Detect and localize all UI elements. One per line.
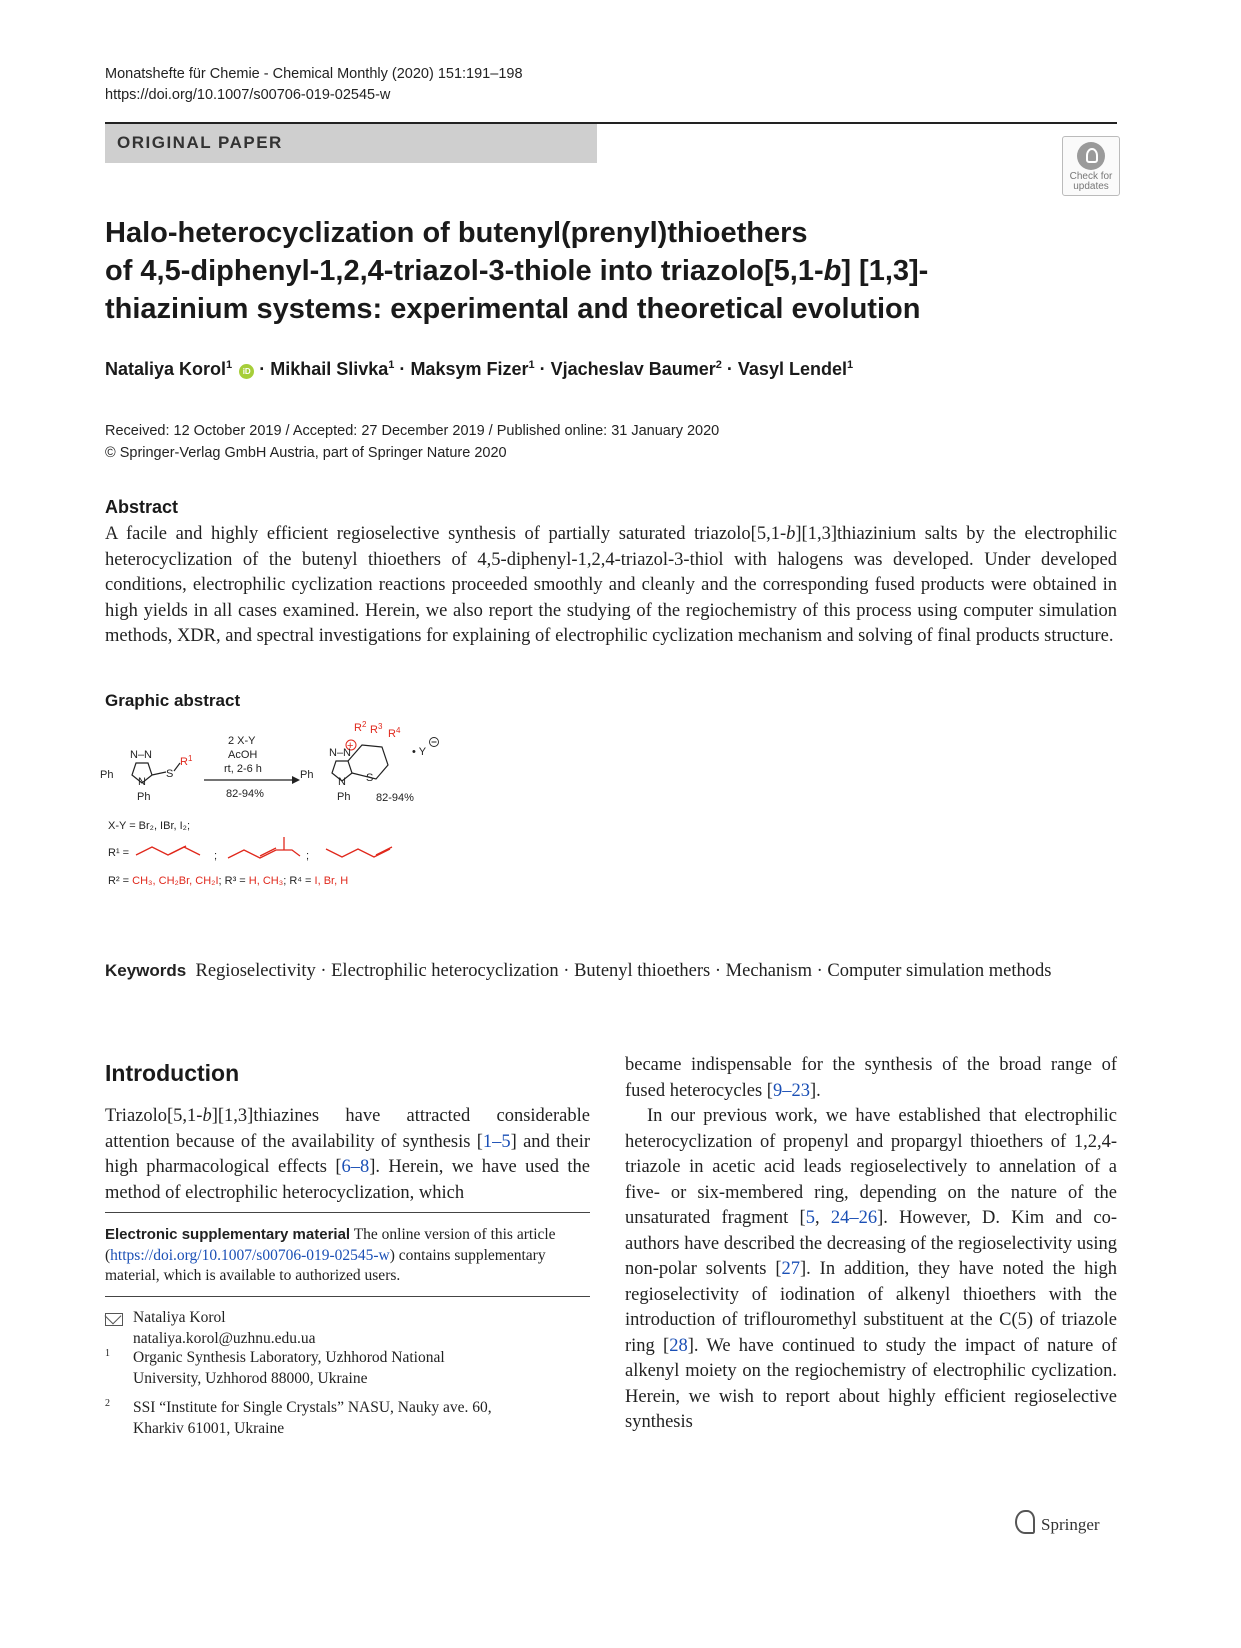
author-name[interactable]: Maksym Fizer [410,359,529,379]
article-title [105,214,1005,328]
publication-dates [105,420,719,464]
citation-link[interactable]: 5 [805,1208,815,1228]
mail-icon [105,1313,123,1326]
orcid-icon[interactable]: iD [239,364,254,379]
citation-link[interactable]: 27 [781,1259,800,1279]
publisher-logo [1015,1510,1100,1535]
reactant-ph-left: Ph [100,769,114,781]
check-for-updates-badge[interactable] [1062,136,1120,196]
affiliation-1: 1 Organic Synthesis Laboratory, Uzhhorod National University, Uzhhorod 88000, Ukraine [105,1348,445,1387]
article-type-label: ORIGINAL PAPER [117,133,283,152]
affiliation-2: 2 SSI “Institute for Single Crystals” NASU, Nauky ave. 60, Kharkiv 61001, Ukraine [105,1398,492,1437]
keywords-text: Regioselectivity · Electrophilic heterocyclization · Butenyl thioethers · Mechanism · Computer simulation methods [195,961,1052,981]
author-list: Nataliya Korol$^1$ iD · Mikhail Slivka$^1$ · Maksym Fizer$^1$ · Vjacheslav Baumer$^2$ · Vasyl Lendel$^1$ [105,359,854,379]
reactant-n-label: N [138,776,146,788]
keywords-label: Keywords [105,961,187,980]
introduction-right-column [625,1053,1117,1436]
xy-definition: X-Y = Br₂, IBr, I₂; [108,820,191,832]
product-ph-bottom: Ph [337,791,351,803]
check-updates-icon [1077,142,1105,170]
intro-paragraph-2: In our previous work, we have established that electrophilic heterocyclization of propenyl and propargyl thioethers of 1,2,4-triazole in acetic acid leads regioselectively to annelation of a five- or six-membered ring, depending on the nature of the unsaturated fragment [5, 24–26]. However, D. Kim and co-authors have described the decreasing of the regioselectivity using non-polar solvents [27]. In addition, they have noted the high regioselectivity of iodination of alkenyl thioethers with the introduction of triflouromethyl substituent at the C(5) of triazole ring [28]. We have continued to study the impact of nature of alkenyl moiety on the regiochemistry of electrophilic cyclization. Herein, we wish to report about highly efficient regioselective synthesis [625,1106,1118,1432]
reaction-scheme [100,720,500,915]
product-r4-label: $R^4$ [388,726,401,740]
r1-substituent-structures [136,837,392,858]
solvent-label: AcOH [228,749,258,761]
product-s-label: S [366,772,374,784]
springer-horse-icon [1015,1510,1035,1534]
citation-link[interactable]: 28 [669,1335,688,1356]
graphic-abstract-heading: Graphic abstract [105,691,241,710]
article-type-banner [105,124,597,163]
author-name[interactable]: Vjacheslav Baumer [550,359,716,379]
product-nn-label: N–N [329,747,352,759]
introduction-heading: Introduction [105,1060,240,1086]
reactant-s-label: S [166,768,174,780]
conditions-label: rt, 2-6 h [224,763,262,775]
esm-label: Electronic supplementary material [105,1226,351,1243]
received-dates: Received: 12 October 2019 / Accepted: 27 December 2019 / Published online: 31 January 2020 [105,423,720,439]
keywords [105,958,1105,984]
product-r2-label: $R^2$ [354,720,367,734]
counter-anion-label: • Y [412,746,427,758]
abstract-heading: Abstract [105,497,179,517]
svg-text:+: + [347,740,354,752]
supplementary-material-note: Electronic supplementary material The online version of this article (https://doi.org/10.1007/s00706-019-02545-w) contains supplementary material, which is available to authorized users. [105,1226,556,1284]
r1-definition-label: R¹ = [108,847,130,859]
doi-line[interactable]: https://doi.org/10.1007/s00706-019-02545-w [105,87,391,103]
arrow-yield-label: 82-94% [226,788,264,800]
r1-separator-2: ; [306,850,310,862]
reagent-label: 2 X-Y [228,735,256,747]
title-line-1: Halo-heterocyclization of butenyl(prenyl)thioethers [105,217,808,249]
product-yield-label: 82-94% [376,792,414,804]
esm-doi-link[interactable]: https://doi.org/10.1007/s00706-019-02545-w [110,1246,390,1264]
footnote-rule [105,1212,590,1213]
r1-separator-1: ; [214,850,218,862]
corresponding-author: Nataliya Korol [133,1309,226,1326]
author-name[interactable]: Nataliya Korol [105,359,227,379]
reactant-r1-label: $R^1$ [180,754,193,768]
affiliation-rule [105,1296,590,1297]
check-updates-text-1: Check for [1069,171,1113,182]
product-n-label: N [338,776,346,788]
copyright-line: © Springer-Verlag GmbH Austria, part of Springer Nature 2020 [105,445,507,461]
reactant-nn-label: N–N [130,749,153,761]
abstract-text: A facile and highly efficient regioselective synthesis of partially saturated triazolo[5,1-b][1,3]thiazinium salts by the electrophilic heterocyclization of the butenyl thioethers of 4,5-diphenyl-1,2,4-triazol-3-thiol with halogens was developed. Under developed conditions, electrophilic cyclization reactions proceeded smoothly and cleanly and the corresponding fused products were obtained in high yields in all cases examined. Herein, we also report the studying of the regiochemistry of this process using computer simulation methods, XDR, and spectral investigations for explaining of electrophilic cyclization mechanism and solving of final products structure. [105,524,1117,646]
correspondence [105,1308,590,1349]
citation-link[interactable]: 24–26 [830,1208,878,1228]
citation-link[interactable]: 1–5 [482,1131,511,1152]
check-updates-text-2: updates [1073,181,1109,192]
citation-link[interactable]: 9–23 [772,1080,810,1101]
journal-header [105,64,523,106]
author-name[interactable]: Vasyl Lendel [737,359,847,379]
r-definitions: R² = CH₃, CH₂Br, CH₂I; R³ = H, CH₃; R⁴ = I, Br, H [108,875,349,887]
intro-paragraph-continuation: became indispensable for the synthesis of the broad range of fused heterocycles [9–23]. [625,1055,1117,1101]
corresponding-email[interactable]: nataliya.korol@uzhnu.edu.ua [133,1329,316,1347]
citation-link[interactable]: 6–8 [341,1157,370,1177]
journal-citation: Monatshefte für Chemie - Chemical Monthly (2020) 151:191–198 [105,66,523,82]
title-line-2: of 4,5-diphenyl-1,2,4-triazol-3-thiole into triazolo[5,1-b] [1,3]- [105,255,929,287]
publisher-name: Springer [1041,1515,1100,1534]
introduction-left-column: Triazolo[5,1-b][1,3]thiazines have attracted considerable attention because of the availability of synthesis [1–5] and their high pharmacological effects [6–8]. Herein, we have used the method of electrophilic heterocyclization, which [105,1106,591,1203]
product-ph-left: Ph [300,769,314,781]
reactant-ph-bottom: Ph [137,791,151,803]
author-name[interactable]: Mikhail Slivka [270,359,389,379]
product-r3-label: $R^3$ [370,722,383,736]
title-line-3: thiazinium systems: experimental and theoretical evolution [105,293,921,325]
